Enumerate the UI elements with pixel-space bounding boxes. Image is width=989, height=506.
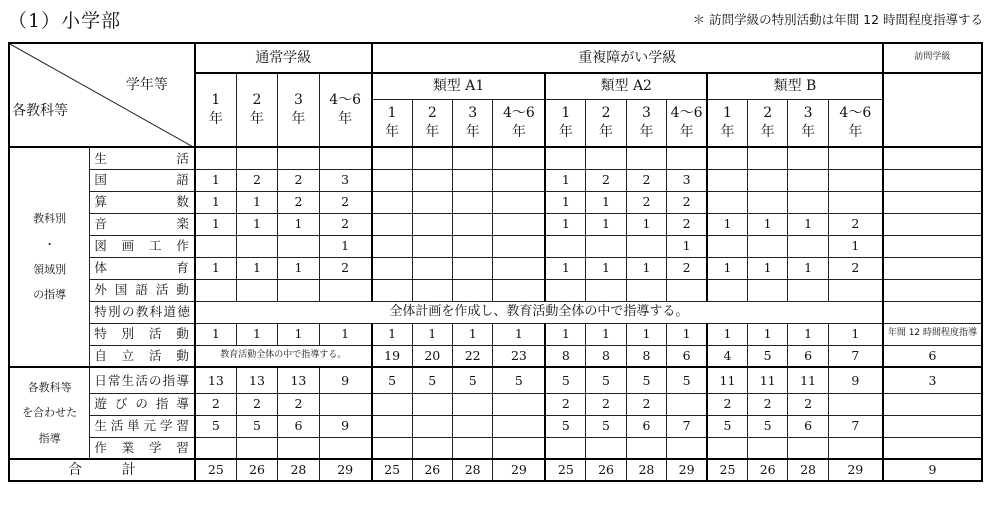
value-cell: 26 xyxy=(236,459,277,481)
value-cell: 1 xyxy=(626,257,666,279)
value-cell: 7 xyxy=(828,345,883,367)
value-cell xyxy=(828,393,883,415)
value-cell xyxy=(278,235,319,257)
value-cell: 1 xyxy=(236,213,277,235)
jiritsu-tsujo-text: 教育活動全体の中で指導する。 xyxy=(195,345,372,367)
value-cell xyxy=(372,257,412,279)
value-cell xyxy=(412,257,452,279)
houmon-cell xyxy=(883,147,982,169)
year-header: 1 年 xyxy=(707,99,747,147)
value-cell xyxy=(452,213,492,235)
value-cell xyxy=(788,169,828,191)
value-cell xyxy=(707,235,747,257)
value-cell: 1 xyxy=(236,191,277,213)
value-cell xyxy=(667,437,707,459)
value-cell: 9 xyxy=(319,415,372,437)
value-cell xyxy=(452,235,492,257)
value-cell xyxy=(195,147,236,169)
value-cell xyxy=(493,235,546,257)
value-cell xyxy=(372,147,412,169)
value-cell: 2 xyxy=(586,393,626,415)
subject-label: 生活単元学習 xyxy=(90,415,195,437)
value-cell: 5 xyxy=(586,367,626,393)
subject-label: 生活 xyxy=(90,147,195,169)
houmon-note: ＊ 訪問学級の特別活動は年間 12 時間程度指導する xyxy=(692,12,983,27)
houmon-cell xyxy=(883,169,982,191)
value-cell: 2 xyxy=(236,393,277,415)
houmon-cell xyxy=(883,213,982,235)
value-cell: 8 xyxy=(626,345,666,367)
value-cell: 2 xyxy=(788,393,828,415)
houmon-cell: 年間 12 時間程度指導 xyxy=(883,323,982,345)
value-cell xyxy=(319,147,372,169)
value-cell: 2 xyxy=(195,393,236,415)
value-cell xyxy=(493,437,546,459)
value-cell xyxy=(788,235,828,257)
value-cell: 28 xyxy=(452,459,492,481)
value-cell: 1 xyxy=(545,323,585,345)
value-cell: 1 xyxy=(788,257,828,279)
value-cell: 2 xyxy=(319,213,372,235)
value-cell: 8 xyxy=(545,345,585,367)
value-cell: 1 xyxy=(236,323,277,345)
value-cell xyxy=(747,191,787,213)
subject-label: 体育 xyxy=(90,257,195,279)
value-cell: 13 xyxy=(278,367,319,393)
houmon-cell xyxy=(883,437,982,459)
value-cell: 1 xyxy=(626,323,666,345)
value-cell: 5 xyxy=(707,415,747,437)
year-header: 3 年 xyxy=(788,99,828,147)
value-cell xyxy=(707,191,747,213)
value-cell: 1 xyxy=(372,323,412,345)
value-cell xyxy=(195,437,236,459)
value-cell xyxy=(493,191,546,213)
type-b: 類型 B xyxy=(707,73,883,99)
value-cell: 25 xyxy=(707,459,747,481)
value-cell xyxy=(626,279,666,301)
value-cell: 5 xyxy=(747,345,787,367)
value-cell: 2 xyxy=(236,169,277,191)
value-cell: 11 xyxy=(747,367,787,393)
value-cell: 1 xyxy=(278,323,319,345)
value-cell xyxy=(372,279,412,301)
curriculum-table xyxy=(8,42,983,482)
year-header: 4～6 年 xyxy=(828,99,883,147)
group-tsujo: 通常学級 xyxy=(195,43,372,73)
subject-label: 音楽 xyxy=(90,213,195,235)
value-cell: 1 xyxy=(667,235,707,257)
value-cell: 1 xyxy=(493,323,546,345)
value-cell: 2 xyxy=(667,257,707,279)
value-cell xyxy=(493,213,546,235)
value-cell: 28 xyxy=(788,459,828,481)
value-cell xyxy=(747,169,787,191)
value-cell xyxy=(452,191,492,213)
value-cell: 4 xyxy=(707,345,747,367)
value-cell: 5 xyxy=(452,367,492,393)
value-cell: 3 xyxy=(319,169,372,191)
total-label: 合計 xyxy=(9,459,195,481)
subject-label: 遊びの指導 xyxy=(90,393,195,415)
value-cell xyxy=(236,279,277,301)
value-cell xyxy=(236,235,277,257)
value-cell: 1 xyxy=(586,213,626,235)
value-cell: 11 xyxy=(788,367,828,393)
year-header: 3 年 xyxy=(278,73,319,147)
year-header: 2 年 xyxy=(412,99,452,147)
value-cell xyxy=(707,169,747,191)
value-cell xyxy=(707,279,747,301)
value-cell: 13 xyxy=(236,367,277,393)
value-cell: 25 xyxy=(372,459,412,481)
value-cell: 5 xyxy=(545,367,585,393)
value-cell xyxy=(236,437,277,459)
year-header: 1 年 xyxy=(195,73,236,147)
houmon-cell: 3 xyxy=(883,367,982,393)
value-cell: 1 xyxy=(545,257,585,279)
value-cell: 2 xyxy=(667,191,707,213)
value-cell: 29 xyxy=(667,459,707,481)
page-title: （1）小学部 xyxy=(8,10,122,32)
value-cell xyxy=(452,279,492,301)
value-cell: 28 xyxy=(278,459,319,481)
value-cell: 2 xyxy=(545,393,585,415)
subject-label: 国語 xyxy=(90,169,195,191)
value-cell xyxy=(412,415,452,437)
value-cell: 11 xyxy=(707,367,747,393)
value-cell xyxy=(788,437,828,459)
value-cell: 1 xyxy=(319,323,372,345)
year-header: 1 年 xyxy=(545,99,585,147)
value-cell: 29 xyxy=(828,459,883,481)
value-cell xyxy=(828,169,883,191)
value-cell: 1 xyxy=(828,235,883,257)
year-header: 2 年 xyxy=(747,99,787,147)
value-cell: 6 xyxy=(626,415,666,437)
type-a1: 類型 A1 xyxy=(372,73,546,99)
subject-label: 算数 xyxy=(90,191,195,213)
value-cell: 2 xyxy=(626,393,666,415)
value-cell: 1 xyxy=(626,213,666,235)
value-cell: 5 xyxy=(586,415,626,437)
value-cell xyxy=(707,437,747,459)
value-cell: 2 xyxy=(828,213,883,235)
value-cell xyxy=(452,147,492,169)
value-cell: 2 xyxy=(319,257,372,279)
year-header: 2 年 xyxy=(236,73,277,147)
value-cell: 1 xyxy=(278,257,319,279)
value-cell: 19 xyxy=(372,345,412,367)
value-cell xyxy=(319,437,372,459)
subject-label: 作業学習 xyxy=(90,437,195,459)
value-cell xyxy=(788,191,828,213)
value-cell xyxy=(493,169,546,191)
value-cell: 1 xyxy=(319,235,372,257)
corner-top-label: 学年等 xyxy=(125,77,168,93)
value-cell xyxy=(452,437,492,459)
value-cell xyxy=(493,415,546,437)
value-cell: 29 xyxy=(319,459,372,481)
value-cell xyxy=(626,235,666,257)
value-cell: 1 xyxy=(788,213,828,235)
year-header: 2 年 xyxy=(586,99,626,147)
value-cell xyxy=(412,169,452,191)
value-cell: 5 xyxy=(626,367,666,393)
value-cell: 6 xyxy=(788,415,828,437)
houmon-cell xyxy=(883,279,982,301)
value-cell: 5 xyxy=(412,367,452,393)
houmon-cell xyxy=(883,235,982,257)
value-cell: 1 xyxy=(236,257,277,279)
value-cell xyxy=(788,279,828,301)
value-cell xyxy=(707,147,747,169)
value-cell: 29 xyxy=(493,459,546,481)
houmon-cell xyxy=(883,415,982,437)
value-cell: 6 xyxy=(667,345,707,367)
value-cell xyxy=(372,393,412,415)
value-cell: 1 xyxy=(452,323,492,345)
value-cell xyxy=(412,235,452,257)
value-cell xyxy=(828,279,883,301)
value-cell: 2 xyxy=(626,169,666,191)
value-cell xyxy=(493,279,546,301)
value-cell xyxy=(452,257,492,279)
value-cell: 26 xyxy=(747,459,787,481)
value-cell: 5 xyxy=(667,367,707,393)
value-cell xyxy=(319,279,372,301)
value-cell: 1 xyxy=(747,257,787,279)
value-cell xyxy=(236,147,277,169)
value-cell: 25 xyxy=(545,459,585,481)
value-cell: 7 xyxy=(828,415,883,437)
value-cell xyxy=(452,393,492,415)
value-cell xyxy=(278,279,319,301)
value-cell xyxy=(372,213,412,235)
year-header: 4～6 年 xyxy=(319,73,372,147)
value-cell xyxy=(195,279,236,301)
value-cell: 7 xyxy=(667,415,707,437)
value-cell xyxy=(828,147,883,169)
subject-label: 外国語活動 xyxy=(90,279,195,301)
houmon-cell: 6 xyxy=(883,345,982,367)
subject-label: 日常生活の指導 xyxy=(90,367,195,393)
value-cell: 1 xyxy=(747,213,787,235)
value-cell xyxy=(412,437,452,459)
value-cell: 20 xyxy=(412,345,452,367)
value-cell xyxy=(586,437,626,459)
year-header: 4～6 年 xyxy=(667,99,707,147)
value-cell xyxy=(412,393,452,415)
group-choufuku: 重複障がい学級 xyxy=(372,43,883,73)
value-cell: 5 xyxy=(747,415,787,437)
value-cell: 13 xyxy=(195,367,236,393)
value-cell: 1 xyxy=(545,213,585,235)
value-cell: 5 xyxy=(372,367,412,393)
value-cell xyxy=(372,169,412,191)
value-cell: 3 xyxy=(667,169,707,191)
value-cell: 1 xyxy=(747,323,787,345)
value-cell xyxy=(372,415,412,437)
value-cell xyxy=(545,279,585,301)
value-cell xyxy=(195,235,236,257)
value-cell: 1 xyxy=(586,191,626,213)
value-cell: 2 xyxy=(707,393,747,415)
value-cell xyxy=(586,235,626,257)
value-cell xyxy=(412,191,452,213)
value-cell: 6 xyxy=(278,415,319,437)
value-cell xyxy=(372,235,412,257)
value-cell xyxy=(545,235,585,257)
value-cell xyxy=(412,147,452,169)
value-cell xyxy=(372,437,412,459)
value-cell: 25 xyxy=(195,459,236,481)
value-cell xyxy=(452,415,492,437)
value-cell: 8 xyxy=(586,345,626,367)
value-cell xyxy=(747,147,787,169)
value-cell: 26 xyxy=(586,459,626,481)
value-cell xyxy=(586,279,626,301)
houmon-cell xyxy=(883,257,982,279)
value-cell xyxy=(747,235,787,257)
value-cell xyxy=(278,437,319,459)
value-cell: 6 xyxy=(788,345,828,367)
value-cell: 2 xyxy=(278,191,319,213)
value-cell xyxy=(667,279,707,301)
value-cell: 5 xyxy=(236,415,277,437)
category-kyoka: 教科別 ・ 領域別 の指導 xyxy=(9,147,90,367)
year-header: 3 年 xyxy=(626,99,666,147)
value-cell xyxy=(747,437,787,459)
value-cell: 1 xyxy=(667,323,707,345)
value-cell: 1 xyxy=(828,323,883,345)
value-cell xyxy=(412,213,452,235)
value-cell: 2 xyxy=(278,393,319,415)
value-cell xyxy=(545,147,585,169)
value-cell xyxy=(493,393,546,415)
type-a2: 類型 A2 xyxy=(545,73,707,99)
value-cell: 26 xyxy=(412,459,452,481)
corner-header xyxy=(9,43,195,147)
value-cell: 9 xyxy=(828,367,883,393)
value-cell xyxy=(545,437,585,459)
value-cell xyxy=(319,393,372,415)
corner-bottom-label: 各教科等 xyxy=(12,103,68,119)
value-cell: 1 xyxy=(195,213,236,235)
value-cell xyxy=(493,257,546,279)
value-cell xyxy=(747,279,787,301)
category-awase: 各教科等 を合わせた 指導 xyxy=(9,367,90,459)
value-cell: 28 xyxy=(626,459,666,481)
value-cell: 2 xyxy=(667,213,707,235)
value-cell: 5 xyxy=(493,367,546,393)
value-cell xyxy=(412,279,452,301)
value-cell: 2 xyxy=(278,169,319,191)
houmon-cell xyxy=(883,191,982,213)
value-cell xyxy=(626,437,666,459)
value-cell xyxy=(626,147,666,169)
value-cell: 2 xyxy=(319,191,372,213)
value-cell: 1 xyxy=(195,323,236,345)
value-cell xyxy=(667,393,707,415)
value-cell: 1 xyxy=(195,257,236,279)
value-cell: 1 xyxy=(707,257,747,279)
value-cell: 1 xyxy=(195,191,236,213)
year-header: 4～6 年 xyxy=(493,99,546,147)
houmon-cell xyxy=(883,301,982,323)
value-cell: 1 xyxy=(707,213,747,235)
value-cell xyxy=(493,147,546,169)
subject-label: 自立活動 xyxy=(90,345,195,367)
value-cell: 2 xyxy=(747,393,787,415)
subject-label: 特別の教科道徳 xyxy=(90,301,195,323)
value-cell: 2 xyxy=(586,169,626,191)
value-cell: 1 xyxy=(545,191,585,213)
corner-diagonal xyxy=(10,44,195,147)
houmon-year-blank xyxy=(883,73,982,147)
value-cell: 1 xyxy=(707,323,747,345)
value-cell xyxy=(788,147,828,169)
group-houmon: 訪問学級 xyxy=(883,43,982,73)
value-cell: 23 xyxy=(493,345,546,367)
moral-span-text: 全体計画を作成し、教育活動全体の中で指導する。 xyxy=(195,301,883,323)
houmon-cell xyxy=(883,393,982,415)
houmon-cell: 9 xyxy=(883,459,982,481)
year-header: 1 年 xyxy=(372,99,412,147)
value-cell xyxy=(586,147,626,169)
value-cell: 5 xyxy=(545,415,585,437)
value-cell: 1 xyxy=(586,323,626,345)
subject-label: 特別活動 xyxy=(90,323,195,345)
value-cell: 1 xyxy=(586,257,626,279)
value-cell xyxy=(278,147,319,169)
value-cell xyxy=(667,147,707,169)
value-cell: 9 xyxy=(319,367,372,393)
value-cell xyxy=(452,169,492,191)
value-cell: 5 xyxy=(195,415,236,437)
value-cell: 2 xyxy=(626,191,666,213)
value-cell: 1 xyxy=(195,169,236,191)
value-cell: 1 xyxy=(545,169,585,191)
value-cell: 1 xyxy=(412,323,452,345)
value-cell: 22 xyxy=(452,345,492,367)
value-cell: 1 xyxy=(788,323,828,345)
value-cell xyxy=(372,191,412,213)
year-header: 3 年 xyxy=(452,99,492,147)
value-cell: 1 xyxy=(278,213,319,235)
subject-label: 図画工作 xyxy=(90,235,195,257)
value-cell: 2 xyxy=(828,257,883,279)
value-cell xyxy=(828,437,883,459)
value-cell xyxy=(828,191,883,213)
